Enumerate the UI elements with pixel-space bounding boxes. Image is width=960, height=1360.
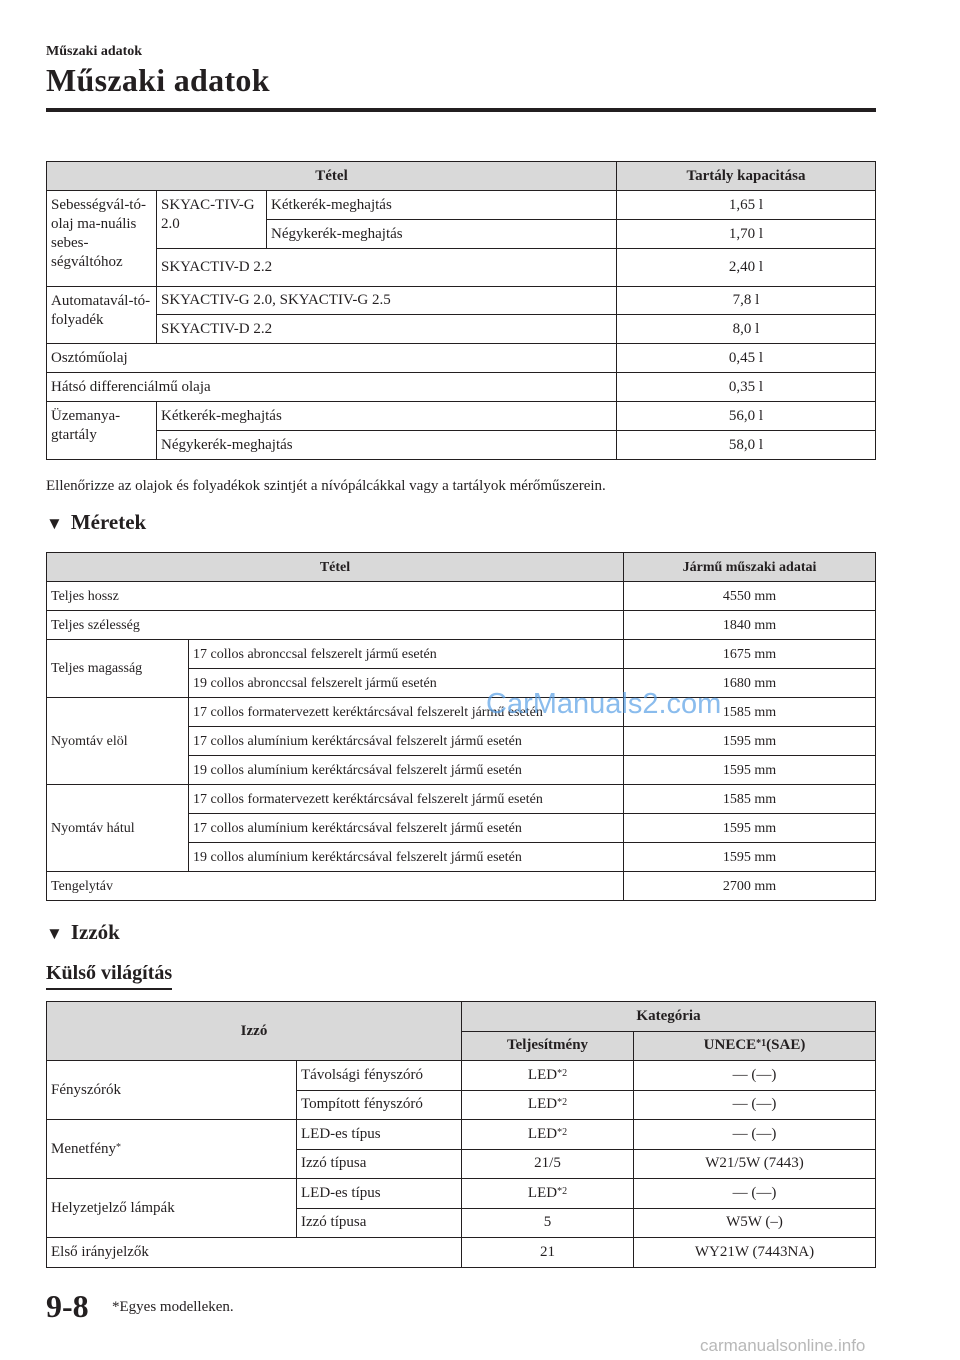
footnote: *Egyes modelleken.	[112, 1299, 234, 1315]
transfer-label: Osztóműolaj	[47, 344, 617, 373]
bulbs-heading	[46, 920, 120, 945]
dimensions-table	[46, 552, 876, 901]
header-item: Tétel	[47, 162, 617, 191]
row-code: ― (―)	[634, 1120, 876, 1150]
rear-diff-label: Hátsó differenciálmű olaja	[47, 373, 617, 402]
overall-height-label: Teljes magasság	[47, 640, 189, 698]
row-value: 2,40 l	[617, 249, 876, 287]
table-row	[47, 191, 876, 220]
overall-length-value: 4550 mm	[624, 582, 876, 611]
table-row	[47, 402, 876, 431]
table-header-row	[47, 162, 876, 191]
page-number: 9-8	[46, 1288, 89, 1324]
row-code: W21/5W (7443)	[634, 1149, 876, 1179]
row-sub-label: Távolsági fényszóró	[297, 1061, 462, 1091]
row-value: 1595 mm	[624, 843, 876, 872]
row-sub-label: 19 collos alumínium keréktárcsával felszerelt jármű esetén	[189, 843, 624, 872]
row-sub-label: 19 collos abronccsal felszerelt jármű esetén	[189, 669, 624, 698]
row-wattage: LED$^{*2}$	[462, 1090, 634, 1120]
fuel-tank-label: Üzemanya-gtartály	[47, 402, 157, 460]
table-row	[47, 611, 876, 640]
triangle-down-icon: ▼	[46, 924, 63, 943]
row-sub-label: Kétkerék-meghajtás	[267, 191, 617, 220]
row-value: 7,8 l	[617, 287, 876, 315]
header-spec: Jármű műszaki adatai	[624, 553, 876, 582]
row-sub-label: LED-es típus	[297, 1179, 462, 1209]
manual-trans-label: Sebességvál-tó-olaj ma-nuális sebes-ségváltóhoz	[47, 191, 157, 287]
table-row	[47, 582, 876, 611]
row-value: 1,65 l	[617, 191, 876, 220]
header-wattage: Teljesítmény	[462, 1031, 634, 1061]
table-row	[47, 872, 876, 901]
drl-label: Menetfény*	[47, 1120, 297, 1179]
row-value: 1675 mm	[624, 640, 876, 669]
row-wattage: LED$^{*2}$	[462, 1179, 634, 1209]
row-value: 1595 mm	[624, 727, 876, 756]
row-sub-label: Izzó típusa	[297, 1149, 462, 1179]
rear-diff-value: 0,35 l	[617, 373, 876, 402]
row-value: 1595 mm	[624, 814, 876, 843]
header-capacity: Tartály kapacitása	[617, 162, 876, 191]
header-category: Kategória	[462, 1002, 876, 1032]
dimensions-heading-text: Méretek	[70, 510, 147, 534]
row-sub-label: Tompított fényszóró	[297, 1090, 462, 1120]
title-rule	[46, 108, 876, 112]
row-sub-label: Izzó típusa	[297, 1208, 462, 1238]
row-code: ― (―)	[634, 1061, 876, 1091]
dimensions-heading	[46, 510, 146, 535]
headlights-label: Fényszórók	[47, 1061, 297, 1120]
overall-width-label: Teljes szélesség	[47, 611, 624, 640]
auto-trans-label: Automatavál-tó-folyadék	[47, 287, 157, 344]
row-value: 1,70 l	[617, 220, 876, 249]
bulbs-heading-text: Izzók	[70, 920, 120, 944]
row-sub-label: 17 collos alumínium keréktárcsával felszerelt jármű esetén	[189, 814, 624, 843]
capacity-table	[46, 161, 876, 460]
header-item: Tétel	[47, 553, 624, 582]
capacity-note: Ellenőrizze az olajok és folyadékok szintjét a nívópálcákkal vagy a tartályok mérőműszerein.	[46, 478, 606, 494]
triangle-down-icon: ▼	[46, 514, 63, 533]
row-sub-label: SKYACTIV-D 2.2	[157, 315, 617, 344]
row-sub-label: SKYACTIV-D 2.2	[157, 249, 617, 287]
table-header-row	[47, 553, 876, 582]
watermark-link[interactable]: carmanualsonline.info	[700, 1336, 866, 1355]
row-wattage: 5	[462, 1208, 634, 1238]
page-title: Műszaki adatok	[46, 62, 270, 98]
front-turn-wattage: 21	[462, 1238, 634, 1268]
table-row	[47, 1120, 876, 1150]
row-value: 1585 mm	[624, 698, 876, 727]
row-code: W5W (–)	[634, 1208, 876, 1238]
table-row	[47, 249, 876, 287]
front-turn-code: WY21W (7443NA)	[634, 1238, 876, 1268]
row-wattage: LED$^{*2}$	[462, 1061, 634, 1091]
header-bulb: Izzó	[47, 1002, 462, 1061]
table-row	[47, 1238, 876, 1268]
row-value: 1680 mm	[624, 669, 876, 698]
row-sub-label: 17 collos formatervezett keréktárcsával felszerelt jármű esetén	[189, 698, 624, 727]
table-row	[47, 698, 876, 727]
row-code: ― (―)	[634, 1179, 876, 1209]
row-sub-label: 17 collos abronccsal felszerelt jármű esetén	[189, 640, 624, 669]
bulbs-table	[46, 1001, 876, 1268]
row-value: 8,0 l	[617, 315, 876, 344]
rear-track-label: Nyomtáv hátul	[47, 785, 189, 872]
table-row	[47, 640, 876, 669]
table-row	[47, 373, 876, 402]
row-sub-label: Kétkerék-meghajtás	[157, 402, 617, 431]
table-row	[47, 315, 876, 344]
row-wattage: LED$^{*2}$	[462, 1120, 634, 1150]
row-value: 58,0 l	[617, 431, 876, 460]
wheelbase-label: Tengelytáv	[47, 872, 624, 901]
transfer-value: 0,45 l	[617, 344, 876, 373]
position-lamps-label: Helyzetjelző lámpák	[47, 1179, 297, 1238]
row-value: 1595 mm	[624, 756, 876, 785]
table-row	[47, 431, 876, 460]
row-sub-label: SKYACTIV-G 2.0, SKYACTIV-G 2.5	[157, 287, 617, 315]
row-sub-label: 17 collos alumínium keréktárcsával felszerelt jármű esetén	[189, 727, 624, 756]
row-sub-label: Négykerék-meghajtás	[157, 431, 617, 460]
skyactiv-g20-label: SKYAC-TIV-G 2.0	[157, 191, 267, 249]
watermark-logo: CarManuals2.com	[486, 688, 722, 720]
overall-width-value: 1840 mm	[624, 611, 876, 640]
row-wattage: 21/5	[462, 1149, 634, 1179]
row-code: ― (―)	[634, 1090, 876, 1120]
row-sub-label: 19 collos alumínium keréktárcsával felszerelt jármű esetén	[189, 756, 624, 785]
exterior-lights-heading: Külső világítás	[46, 962, 172, 990]
table-row	[47, 1179, 876, 1209]
running-head: Műszaki adatok	[46, 44, 143, 59]
row-value: 56,0 l	[617, 402, 876, 431]
row-value: 1585 mm	[624, 785, 876, 814]
front-turn-label: Első irányjelzők	[47, 1238, 462, 1268]
front-track-label: Nyomtáv elöl	[47, 698, 189, 785]
table-row	[47, 344, 876, 373]
table-row	[47, 1061, 876, 1091]
row-sub-label: Négykerék-meghajtás	[267, 220, 617, 249]
row-sub-label: 17 collos formatervezett keréktárcsával felszerelt jármű esetén	[189, 785, 624, 814]
table-header-row	[47, 1002, 876, 1032]
row-sub-label: LED-es típus	[297, 1120, 462, 1150]
table-row	[47, 785, 876, 814]
wheelbase-value: 2700 mm	[624, 872, 876, 901]
table-row	[47, 287, 876, 315]
header-unece: UNECE$^{*1}$(SAE)	[634, 1031, 876, 1061]
overall-length-label: Teljes hossz	[47, 582, 624, 611]
